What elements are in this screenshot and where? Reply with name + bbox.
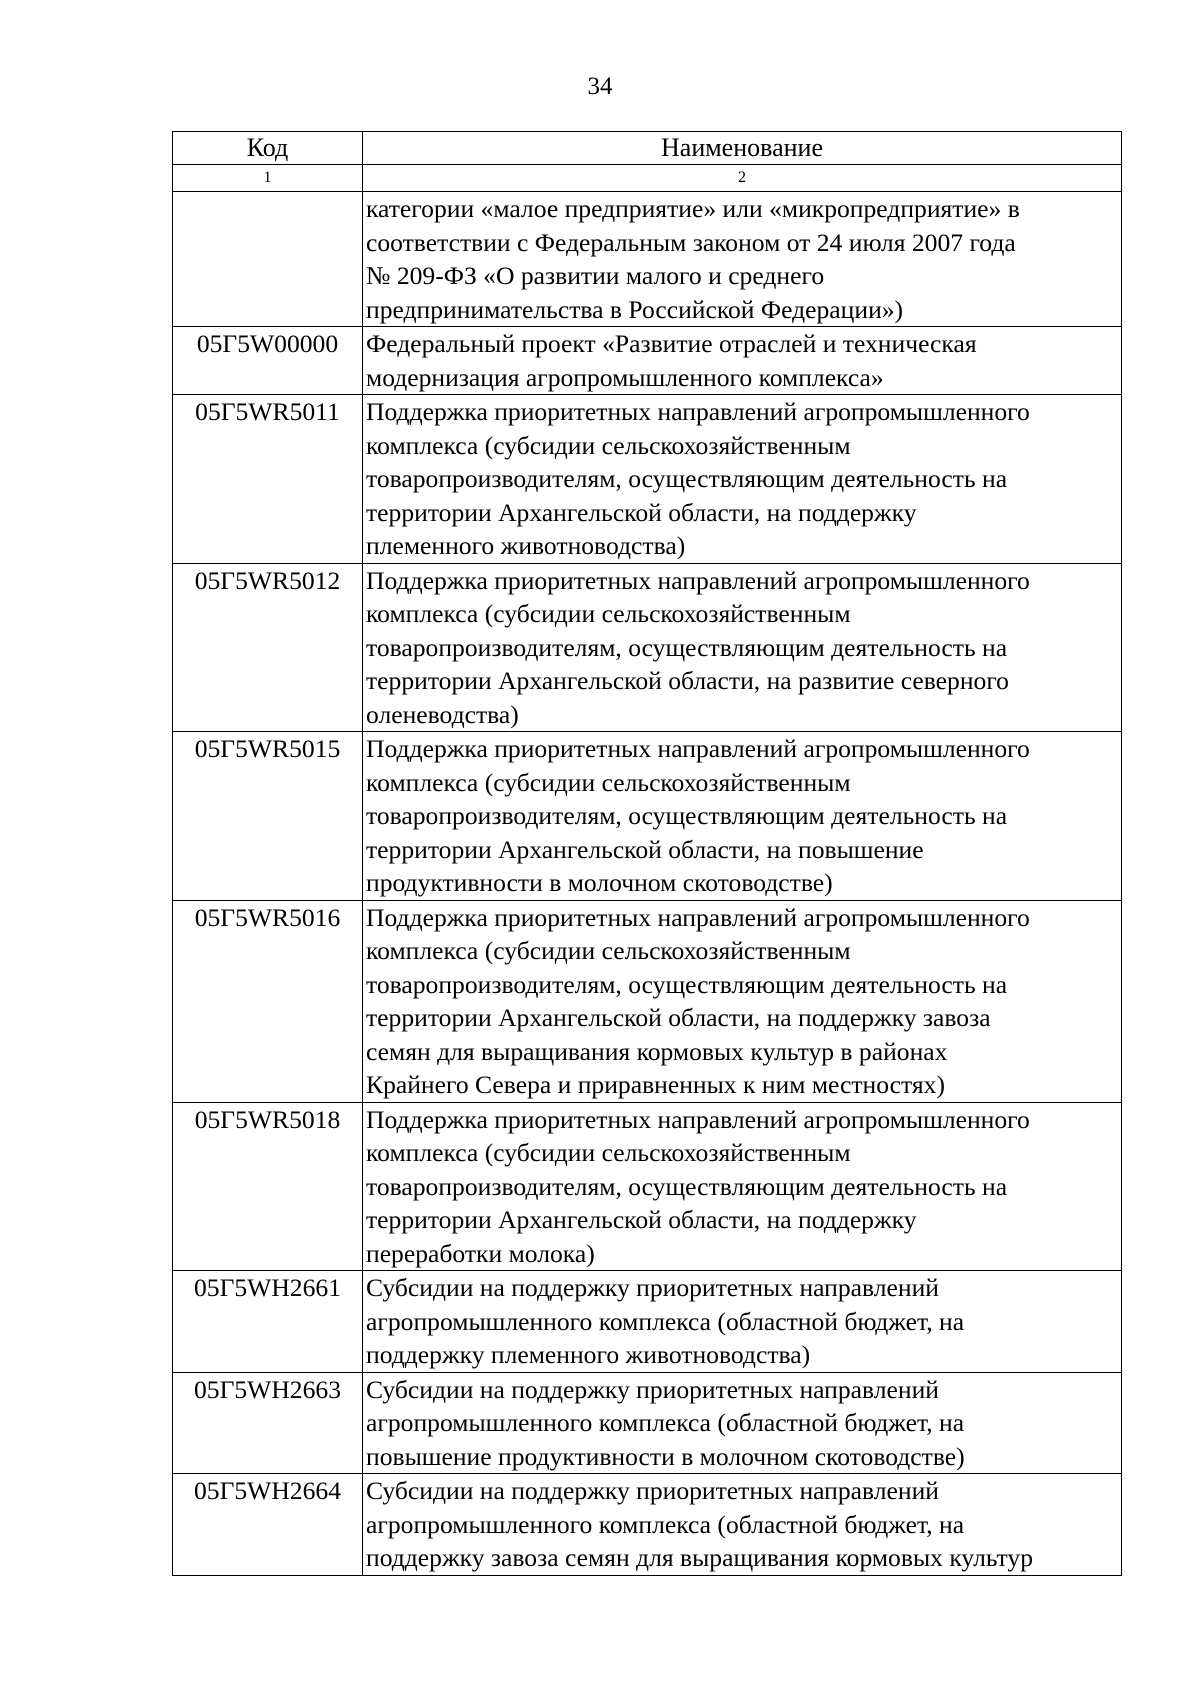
table-header-row [173, 132, 1122, 165]
name-line: Поддержка приоритетных направлений агропромышленного [366, 1104, 1030, 1134]
name-line: предпринимательства в Российской Федерации») [366, 294, 904, 324]
table-row [173, 192, 1122, 327]
name-line: Субсидии на поддержку приоритетных направлений [366, 1273, 939, 1302]
column-number-name: 2 [363, 165, 1122, 192]
name-line: комплекса (субсидии сельскохозяйственным [366, 430, 851, 460]
name-line: модернизация агропромышленного комплекса» [366, 362, 884, 392]
name-line: территории Архангельской области, на поддержку [366, 497, 917, 527]
name-line: Поддержка приоритетных направлений агропромышленного [366, 734, 1030, 763]
name-line: товаропроизводителям, осуществляющим деятельность на [366, 1171, 1008, 1201]
code-cell: 05Г5W00000 [173, 327, 363, 395]
name-line: товаропроизводителям, осуществляющим деятельность на [366, 632, 1008, 662]
table-row [173, 1271, 1122, 1373]
name-line: комплекса (субсидии сельскохозяйственным [366, 1138, 851, 1167]
column-number-row [173, 165, 1122, 192]
name-cell [363, 1102, 1122, 1271]
name-line: комплекса (субсидии сельскохозяйственным [366, 767, 851, 797]
code-cell [173, 192, 363, 327]
table-body [173, 192, 1122, 1576]
name-cell [363, 1271, 1122, 1373]
code-cell: 05Г5WR5011 [173, 395, 363, 564]
name-line: территории Архангельской области, на поддержку [366, 1205, 917, 1234]
page-number: 34 [587, 73, 613, 100]
name-line: Поддержка приоритетных направлений агропромышленного [366, 902, 1030, 932]
table-row [173, 1474, 1122, 1576]
code-cell: 05Г5WH2661 [173, 1271, 363, 1373]
name-line: агропромышленного комплекса (областной бюджет, на [366, 1408, 965, 1437]
name-line: территории Архангельской области, на поддержку завоза [366, 1003, 991, 1032]
table-row [173, 900, 1122, 1102]
name-line: Поддержка приоритетных направлений агропромышленного [366, 565, 1030, 595]
name-line: племенного животноводства) [366, 531, 686, 560]
name-line: территории Архангельской области, на развитие северного [366, 666, 1009, 695]
name-line: поддержку завоза семян для выращивания кормовых культур [366, 1543, 1033, 1572]
name-cell [363, 192, 1122, 327]
code-cell: 05Г5WR5012 [173, 563, 363, 732]
table-row [173, 1102, 1122, 1271]
name-line: товаропроизводителям, осуществляющим деятельность на [366, 464, 1008, 493]
name-line: Поддержка приоритетных направлений агропромышленного [366, 397, 1030, 426]
name-line: семян для выращивания кормовых культур в районах [366, 1036, 948, 1066]
code-cell: 05Г5WH2664 [173, 1474, 363, 1576]
name-cell [363, 732, 1122, 901]
name-line: продуктивности в молочном скотоводстве) [366, 868, 833, 897]
name-line: товаропроизводителям, осуществляющим деятельность на [366, 969, 1008, 999]
column-number-code: 1 [173, 165, 363, 192]
code-cell: 05Г5WR5018 [173, 1102, 363, 1271]
table-row [173, 1372, 1122, 1474]
name-line: категории «малое предприятие» или «микропредприятие» в [366, 194, 1020, 223]
name-line: территории Архангельской области, на повышение [366, 834, 924, 864]
table-row [173, 563, 1122, 732]
table-row [173, 395, 1122, 564]
name-line: соответствии с Федеральным законом от 24 июля 2007 года [366, 227, 1016, 257]
table-row [173, 327, 1122, 395]
code-cell: 05Г5WR5015 [173, 732, 363, 901]
name-cell [363, 327, 1122, 395]
name-cell [363, 1474, 1122, 1576]
name-line: оленеводства) [366, 699, 519, 729]
name-cell [363, 563, 1122, 732]
name-line: Субсидии на поддержку приоритетных направлений [366, 1476, 939, 1505]
name-line: Федеральный проект «Развитие отраслей и техническая [366, 329, 977, 358]
name-cell [363, 900, 1122, 1102]
name-line: товаропроизводителям, осуществляющим деятельность на [366, 801, 1008, 830]
name-line: № 209-ФЗ «О развитии малого и среднего [366, 261, 825, 290]
name-line: агропромышленного комплекса (областной бюджет, на [366, 1306, 965, 1336]
name-line: агропромышленного комплекса (областной бюджет, на [366, 1509, 965, 1539]
name-cell [363, 395, 1122, 564]
name-line: Субсидии на поддержку приоритетных направлений [366, 1374, 939, 1404]
table-row [173, 732, 1122, 901]
code-cell: 05Г5WR5016 [173, 900, 363, 1102]
budget-code-table [172, 131, 1122, 1576]
name-cell [363, 1372, 1122, 1474]
name-line: Крайнего Севера и приравненных к ним местностях) [366, 1070, 945, 1099]
column-header-code: Код [173, 132, 363, 165]
name-line: переработки молока) [366, 1238, 595, 1268]
column-header-name: Наименование [363, 132, 1122, 165]
code-cell: 05Г5WH2663 [173, 1372, 363, 1474]
name-line: комплекса (субсидии сельскохозяйственным [366, 599, 851, 628]
name-line: повышение продуктивности в молочном скотоводстве) [366, 1441, 965, 1471]
name-line: комплекса (субсидии сельскохозяйственным [366, 936, 851, 965]
name-line: поддержку племенного животноводства) [366, 1340, 811, 1369]
